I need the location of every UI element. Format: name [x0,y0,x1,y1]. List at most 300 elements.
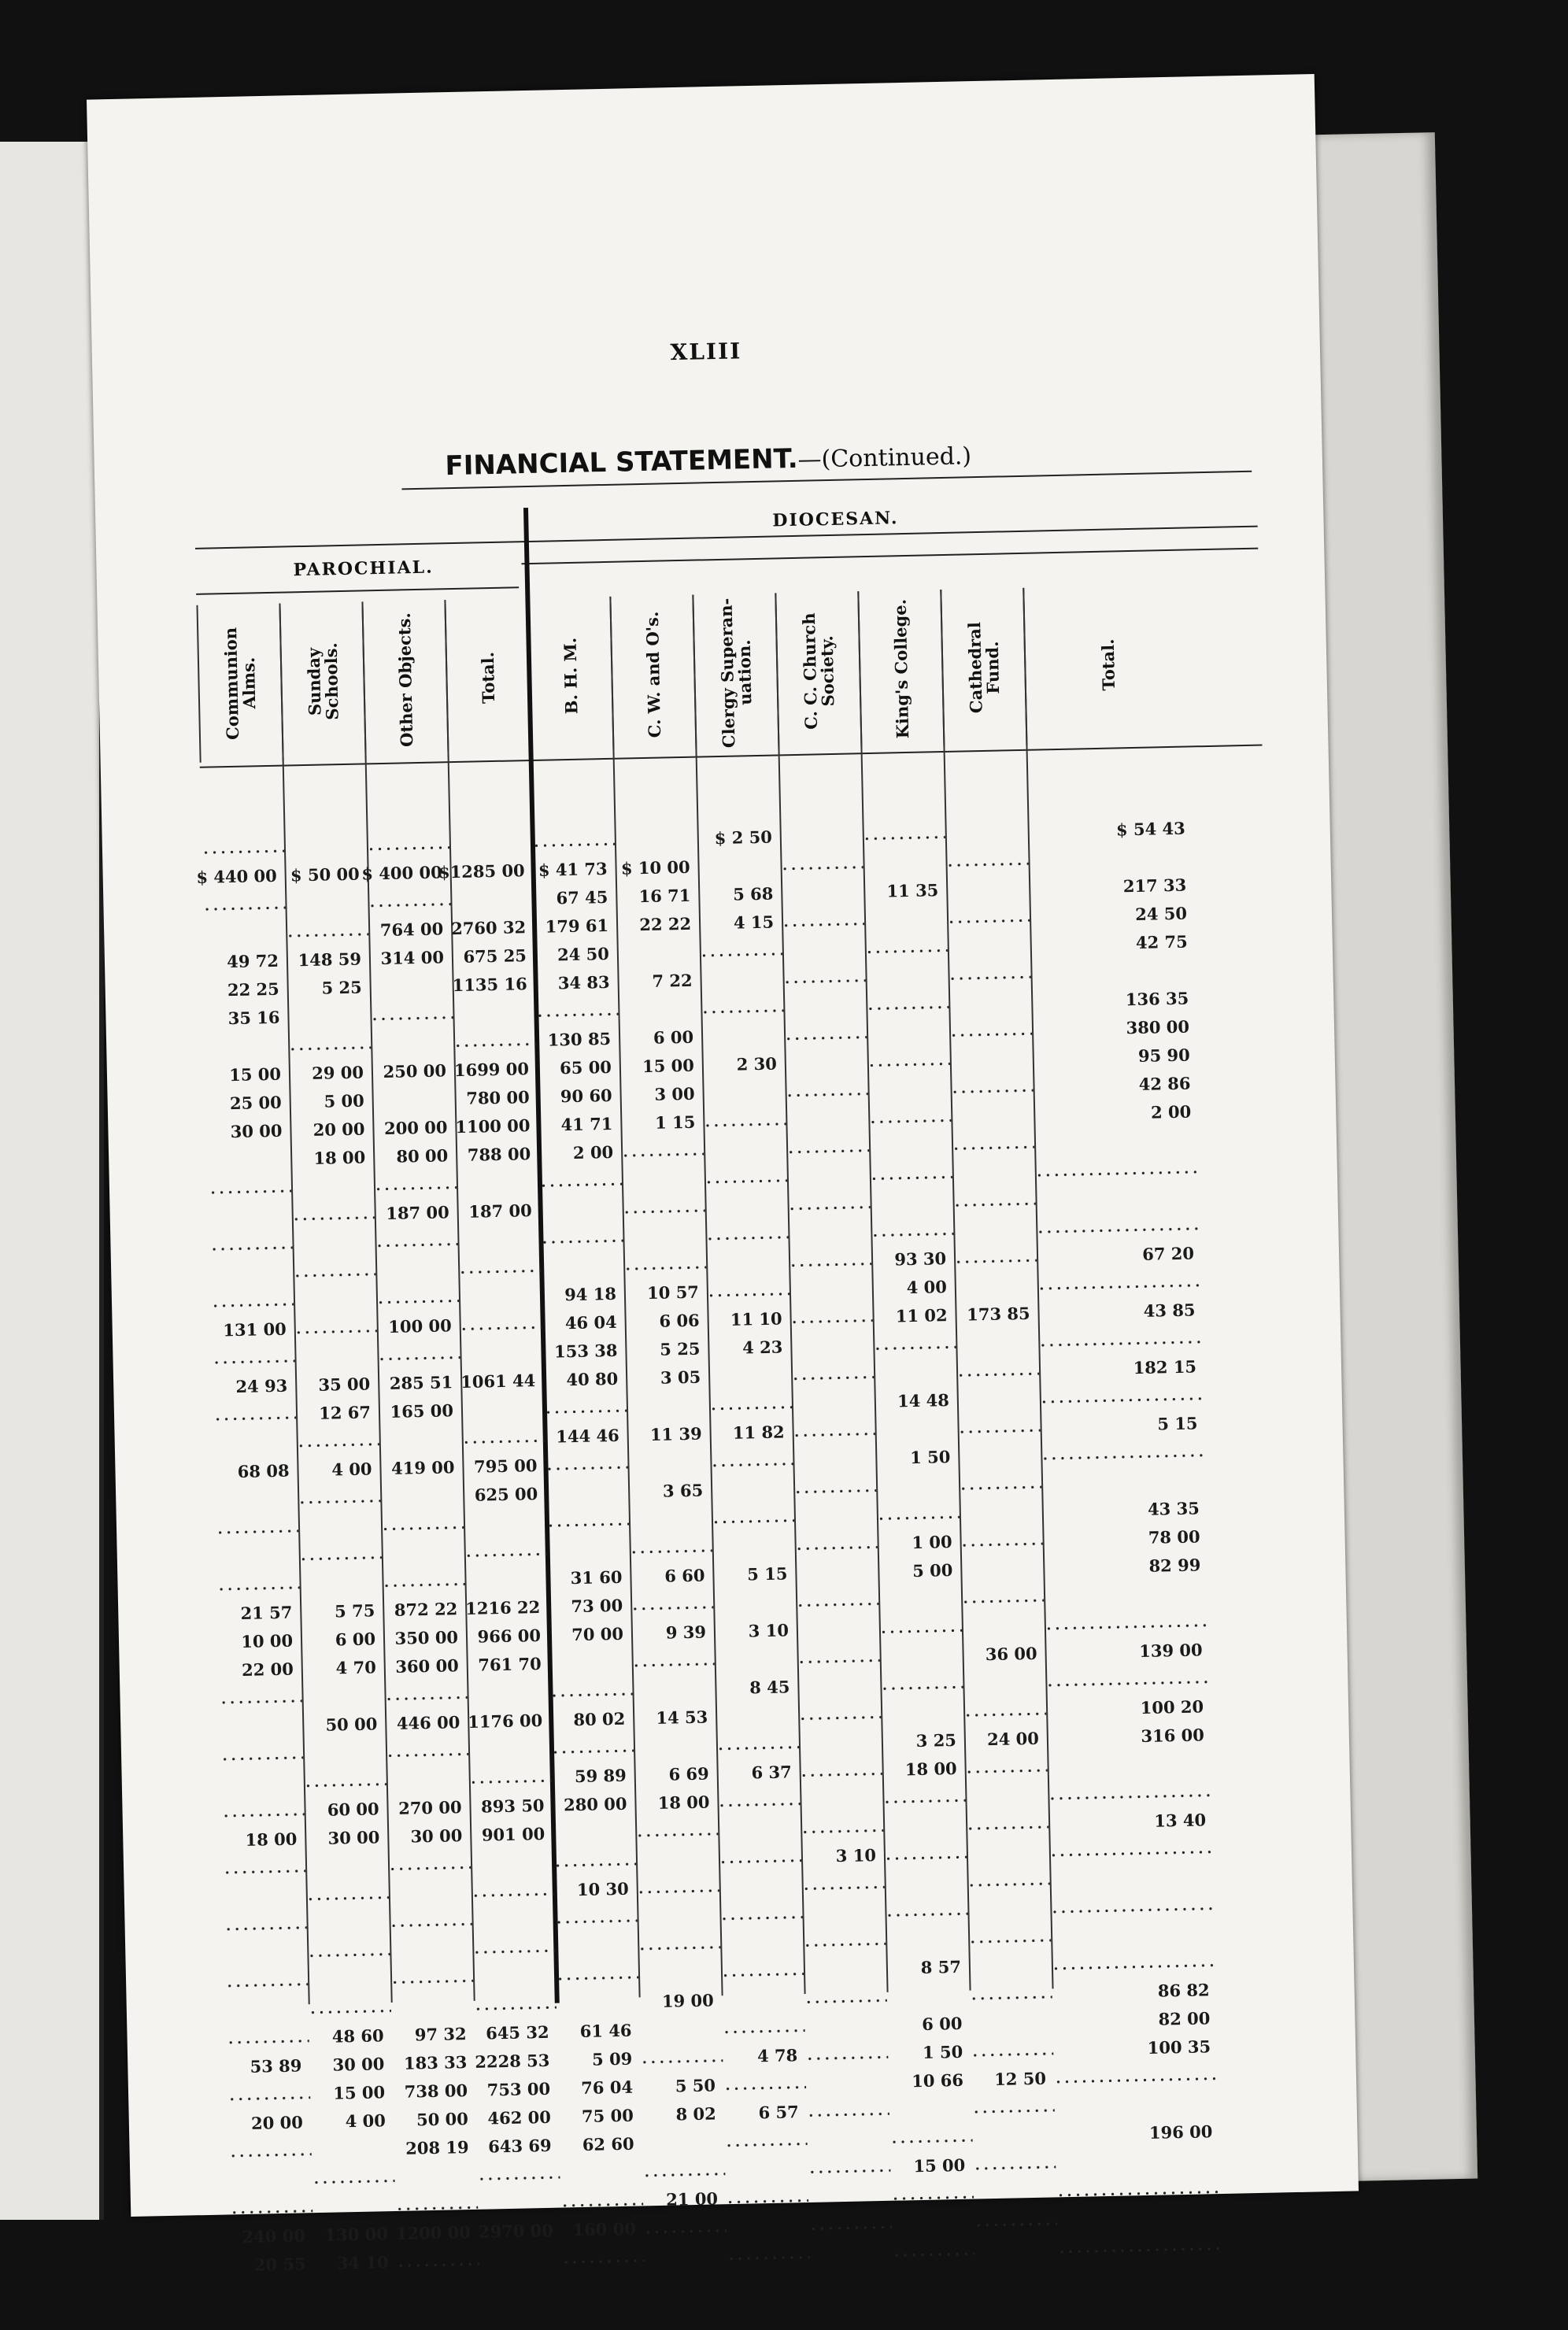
table-cell [780,823,864,849]
cell-value: 764 00 [379,919,444,941]
cell-value: 30 00 [410,1825,463,1847]
table-cell [219,1657,302,1682]
cell-value: 130 00 [324,2224,389,2245]
table-cell [876,1474,960,1499]
cell-value: 5 25 [659,1338,701,1359]
cell-value: $ 50 00 [290,864,360,886]
table-cell [793,1475,877,1500]
table-cell [300,1599,383,1624]
table-cell [546,1509,630,1534]
table-cell [298,1485,381,1511]
table-cell [962,1642,1045,1667]
cell-value: 95 90 [1137,1045,1190,1066]
cell-value: 20 00 [312,1119,365,1140]
table-cell [1052,1978,1218,2005]
table-cell [473,1964,557,1989]
table-row [213,1413,1198,1456]
table-cell [205,1034,289,1060]
cell-value: 18 00 [657,1792,710,1813]
table-cell [289,1060,372,1085]
table-cell [226,1997,309,2022]
table-cell [787,1192,871,1217]
previous-page-edge [0,142,104,2220]
table-cell [1029,873,1195,900]
cell-value: 30 00 [332,2054,385,2075]
table-cell [622,1167,705,1192]
table-cell [785,1050,868,1075]
cell-value: 61 46 [579,2020,632,2042]
table-cell [454,1057,538,1082]
cell-value: 240 00 [242,2225,306,2247]
cell-value: 153 38 [553,1340,618,1362]
table-cell [788,1220,871,1245]
table-row [209,1234,210,1258]
table-cell [464,1539,547,1564]
table-cell [387,1824,471,1849]
table-cell [780,852,864,877]
table-cell [867,1048,951,1074]
table-cell [309,2024,392,2049]
table-cell [1030,901,1196,928]
table-cell [295,1372,379,1397]
cell-value: 872 22 [394,1599,458,1620]
table-cell [808,2155,891,2180]
table-cell [464,1567,548,1592]
table-cell [1030,930,1196,956]
column-header-label: C. C. Church Society. [799,612,838,730]
cell-value: 1 00 [912,1532,952,1553]
table-cell [304,1769,387,1794]
table-cell [617,969,701,994]
table-cell [542,1311,625,1336]
table-cell [303,1740,386,1766]
table-cell [960,1529,1043,1554]
table-cell [874,1360,957,1385]
table-cell [313,2222,397,2247]
table-cell [474,1992,557,2017]
table-cell [536,1027,619,1052]
cell-value: 1 50 [922,2041,963,2062]
table-cell [619,1082,703,1108]
column-header-5 [527,597,614,756]
table-cell [535,999,619,1024]
cell-value: 41 71 [560,1113,613,1135]
table-cell [961,1585,1045,1611]
table-row [225,1956,962,1994]
table-cell [196,864,285,889]
cell-value: 80 00 [396,1145,449,1167]
table-cell [390,1937,473,1962]
table-cell [553,1821,636,1846]
column-header-10 [940,588,1027,747]
table-row [208,1141,614,1173]
table-cell [782,908,865,934]
table-cell [723,2043,806,2069]
table-cell [634,1762,717,1787]
table-cell [787,1163,871,1189]
table-cell [309,2052,393,2077]
table-cell [889,2069,972,2094]
table-cell [1041,1440,1207,1466]
cell-value: 285 51 [389,1372,453,1393]
column-header-label: Clergy Superan- uation. [716,597,756,749]
table-cell [952,1132,1035,1157]
table-cell [952,1160,1036,1185]
cell-value: 24 50 [1134,903,1188,924]
table-cell [475,2049,558,2074]
table-cell [550,1707,634,1733]
table-cell [703,1108,786,1134]
table-cell [967,1896,1051,1921]
table-cell [228,2110,312,2136]
table-cell [716,1732,800,1757]
table-cell [809,2240,893,2265]
cell-value: 1061 44 [460,1370,536,1392]
table-cell [862,822,945,847]
table-cell [381,1512,464,1537]
cell-value: 8 45 [749,1677,790,1698]
cell-value: 8 02 [675,2103,717,2125]
table-cell [385,1711,468,1736]
table-cell [291,1174,375,1199]
table-cell [203,921,287,946]
table-cell [877,1530,960,1555]
table-cell [228,2139,312,2164]
table-cell [1034,1156,1200,1183]
column-header-label: Total. [478,651,499,705]
table-cell [285,890,368,915]
table-cell [945,849,1029,874]
cell-value: 82 99 [1148,1555,1201,1576]
table-cell [383,1597,466,1622]
table-cell [298,1514,382,1539]
table-cell [616,884,699,909]
table-cell [227,2054,310,2079]
cell-value: 183 33 [403,2052,468,2073]
cell-value: 675 25 [463,945,527,967]
table-cell [889,2097,972,2122]
table-cell [1048,1808,1215,1835]
cell-value: 50 00 [416,2109,469,2130]
table-cell [801,1815,884,1840]
table-cell [307,1939,390,1964]
cell-value: 270 00 [398,1797,462,1818]
table-cell [878,1559,961,1584]
cell-value: 75 00 [581,2105,634,2127]
table-cell [386,1796,470,1821]
cell-value: 2 30 [736,1053,778,1074]
table-cell [882,1757,965,1782]
table-cell [956,1330,1039,1355]
table-cell [1049,1836,1215,1863]
table-cell [803,1929,886,1954]
table-cell [1034,1100,1200,1126]
table-cell [459,1312,542,1337]
table-cell [638,1932,721,1957]
page-title [165,434,1252,488]
table-cell [231,2224,314,2249]
table-cell [782,937,866,962]
table-cell [719,1873,802,1899]
table-cell [453,1029,537,1054]
table-row [227,2068,1047,2107]
cell-value: 12 67 [318,1402,372,1423]
table-cell [1037,1298,1204,1325]
cell-value: 3 10 [835,1845,877,1866]
cell-value: 14 53 [656,1707,708,1728]
table-cell [1045,1666,1211,1693]
column-header-label: Communion Alms. [220,627,260,740]
table-cell [889,2125,973,2151]
table-cell [789,1248,872,1274]
table-cell [223,1855,306,1881]
table-cell [477,2162,560,2188]
cell-value: 165 00 [390,1400,454,1422]
table-cell [872,1275,956,1300]
table-cell [214,1459,298,1484]
table-cell [383,1625,467,1651]
column-header-label: Total. [1097,638,1119,691]
table-cell [797,1645,880,1670]
table-cell [792,1418,875,1444]
table-cell [721,1987,804,2012]
table-cell [700,938,783,963]
table-cell [635,1818,719,1844]
table-cell [1034,1128,1200,1155]
cell-value: 419 00 [390,1457,455,1478]
cell-value: 5 50 [675,2075,716,2096]
cell-value: 738 00 [404,2080,468,2102]
cell-value: 314 00 [380,947,445,969]
table-cell [971,2038,1054,2063]
table-row [223,1845,877,1881]
table-cell [301,1627,384,1652]
table-cell [1056,2177,1222,2203]
cell-value: 208 19 [405,2137,469,2158]
table-cell [807,2127,890,2152]
document-page [87,74,1359,2275]
table-cell [476,2106,560,2131]
table-cell [963,1670,1046,1696]
table-cell [466,1624,549,1649]
table-cell [471,1879,554,1904]
table-cell [386,1739,469,1764]
table-cell [296,1400,379,1426]
cell-value: 15 00 [913,2154,966,2177]
table-cell [1035,1185,1201,1211]
cell-value: 35 16 [227,1007,280,1029]
cell-value: $ 2 50 [714,827,773,849]
table-cell [708,1363,792,1389]
table-cell [724,2128,808,2154]
column-header-label: B. H. M. [560,637,582,715]
table-cell [707,1278,790,1304]
cell-value: 94 18 [564,1283,617,1305]
table-cell [952,1189,1036,1214]
table-cell [702,1080,786,1105]
table-cell [785,1078,868,1104]
table-cell [294,1287,377,1312]
table-cell [206,1091,290,1116]
table-cell [638,1988,722,2014]
table-cell [457,1199,540,1224]
cell-value: 1176 00 [468,1710,543,1732]
table-cell [551,1764,634,1789]
table-cell [714,1647,797,1672]
table-cell [289,1089,372,1114]
table-cell [372,1059,455,1084]
cell-value: 40 80 [566,1368,619,1390]
table-cell [389,1909,472,1934]
table-cell [791,1362,875,1387]
table-cell [620,1111,704,1136]
table-cell [623,1252,707,1277]
table-cell [957,1415,1041,1441]
table-cell [1043,1553,1209,1580]
table-cell [215,1487,298,1512]
table-cell [205,1006,288,1031]
table-cell [887,2012,971,2037]
table-cell [540,1226,623,1251]
table-cell [296,1429,379,1454]
table-cell [973,2151,1056,2177]
cell-value: 4 15 [733,912,775,933]
cell-value: 788 00 [467,1144,531,1165]
table-cell [884,1842,967,1867]
table-cell [368,917,452,942]
table-cell [1047,1751,1213,1778]
table-cell [615,827,698,852]
cell-value: $ 41 73 [538,858,608,880]
cell-value: 15 00 [333,2082,386,2103]
table-cell [374,1200,457,1226]
title-main: FINANCIAL STATEMENT. [445,442,798,483]
table-cell [294,1344,378,1369]
table-cell [369,974,453,999]
cell-value: 35 00 [318,1374,371,1395]
cell-value: 139 00 [1138,1640,1203,1662]
table-cell [299,1570,383,1596]
table-cell [465,1596,549,1621]
table-cell [956,1359,1040,1384]
table-cell [964,1755,1048,1781]
table-cell [617,941,701,966]
table-cell [948,962,1031,987]
table-cell [468,1766,552,1791]
table-cell [394,2107,477,2132]
column-header-6 [609,595,697,754]
table-cell [631,1592,714,1617]
column-header-label: Other Objects. [394,612,417,747]
table-cell [804,2014,888,2039]
table-cell [627,1393,710,1418]
table-cell [625,1337,708,1362]
table-cell [221,1799,305,1824]
table-cell [641,2073,724,2099]
table-cell [866,992,949,1017]
table-cell [202,893,286,918]
table-cell [211,1289,294,1314]
table-cell [792,1390,875,1415]
column-header-2 [279,601,366,760]
table-cell [971,2066,1055,2091]
table-cell [557,2018,640,2043]
cell-value: 3 10 [748,1620,790,1641]
table-cell [1032,1015,1198,1041]
table-cell [379,1399,462,1424]
table-cell [702,1052,786,1077]
table-cell [974,2180,1057,2205]
table-cell [795,1560,878,1585]
table-cell [396,2221,479,2246]
table-cell [287,947,370,972]
table-cell [955,1274,1038,1299]
table-row [211,1277,948,1315]
table-cell [227,2082,311,2107]
table-cell [1042,1496,1208,1523]
table-cell [618,997,701,1023]
table-cell [710,1448,793,1474]
column-header-1 [196,604,283,763]
table-cell [376,1314,460,1339]
table-cell [216,1544,300,1569]
table-cell [391,1994,475,2019]
table-cell [537,1056,620,1081]
cell-value: 130 85 [547,1028,612,1050]
table-cell [556,1962,639,1987]
table-cell [886,1955,970,1980]
cell-value: 67 20 [1141,1243,1195,1264]
table-row [214,1447,951,1485]
table-cell [301,1655,385,1681]
table-cell [886,1927,969,1952]
table-cell [213,1374,296,1399]
table-cell [960,1557,1044,1582]
table-cell [881,1700,964,1725]
table-cell [1056,2205,1222,2232]
cell-value: 15 00 [642,1055,695,1077]
table-cell [370,1002,453,1027]
table-cell [712,1505,795,1530]
table-cell [719,1902,803,1927]
cell-value: 2970 00 [478,2220,554,2242]
cell-value: 280 00 [563,1793,627,1815]
table-cell [621,1139,704,1164]
table-cell [392,2051,475,2076]
table-cell [383,1654,467,1679]
table-cell [369,945,453,971]
column-header-7 [692,593,779,752]
table-cell [799,1730,882,1755]
table-cell [224,1940,308,1966]
table-cell [288,1032,372,1057]
cell-value: 25 00 [229,1092,282,1114]
table-cell [701,995,784,1020]
table-cell [209,1204,292,1229]
table-cell [302,1712,386,1737]
table-cell [890,2154,974,2179]
cell-value: 48 60 [331,2025,384,2047]
cell-value: 100 20 [1140,1696,1204,1718]
table-cell [224,1912,307,1937]
table-cell [560,2160,643,2185]
cell-value: 29 00 [311,1062,364,1083]
table-cell [476,2134,560,2159]
table-cell [306,1882,390,1907]
table-cell [872,1304,956,1329]
table-cell [313,2250,397,2276]
table-cell [462,1454,545,1479]
